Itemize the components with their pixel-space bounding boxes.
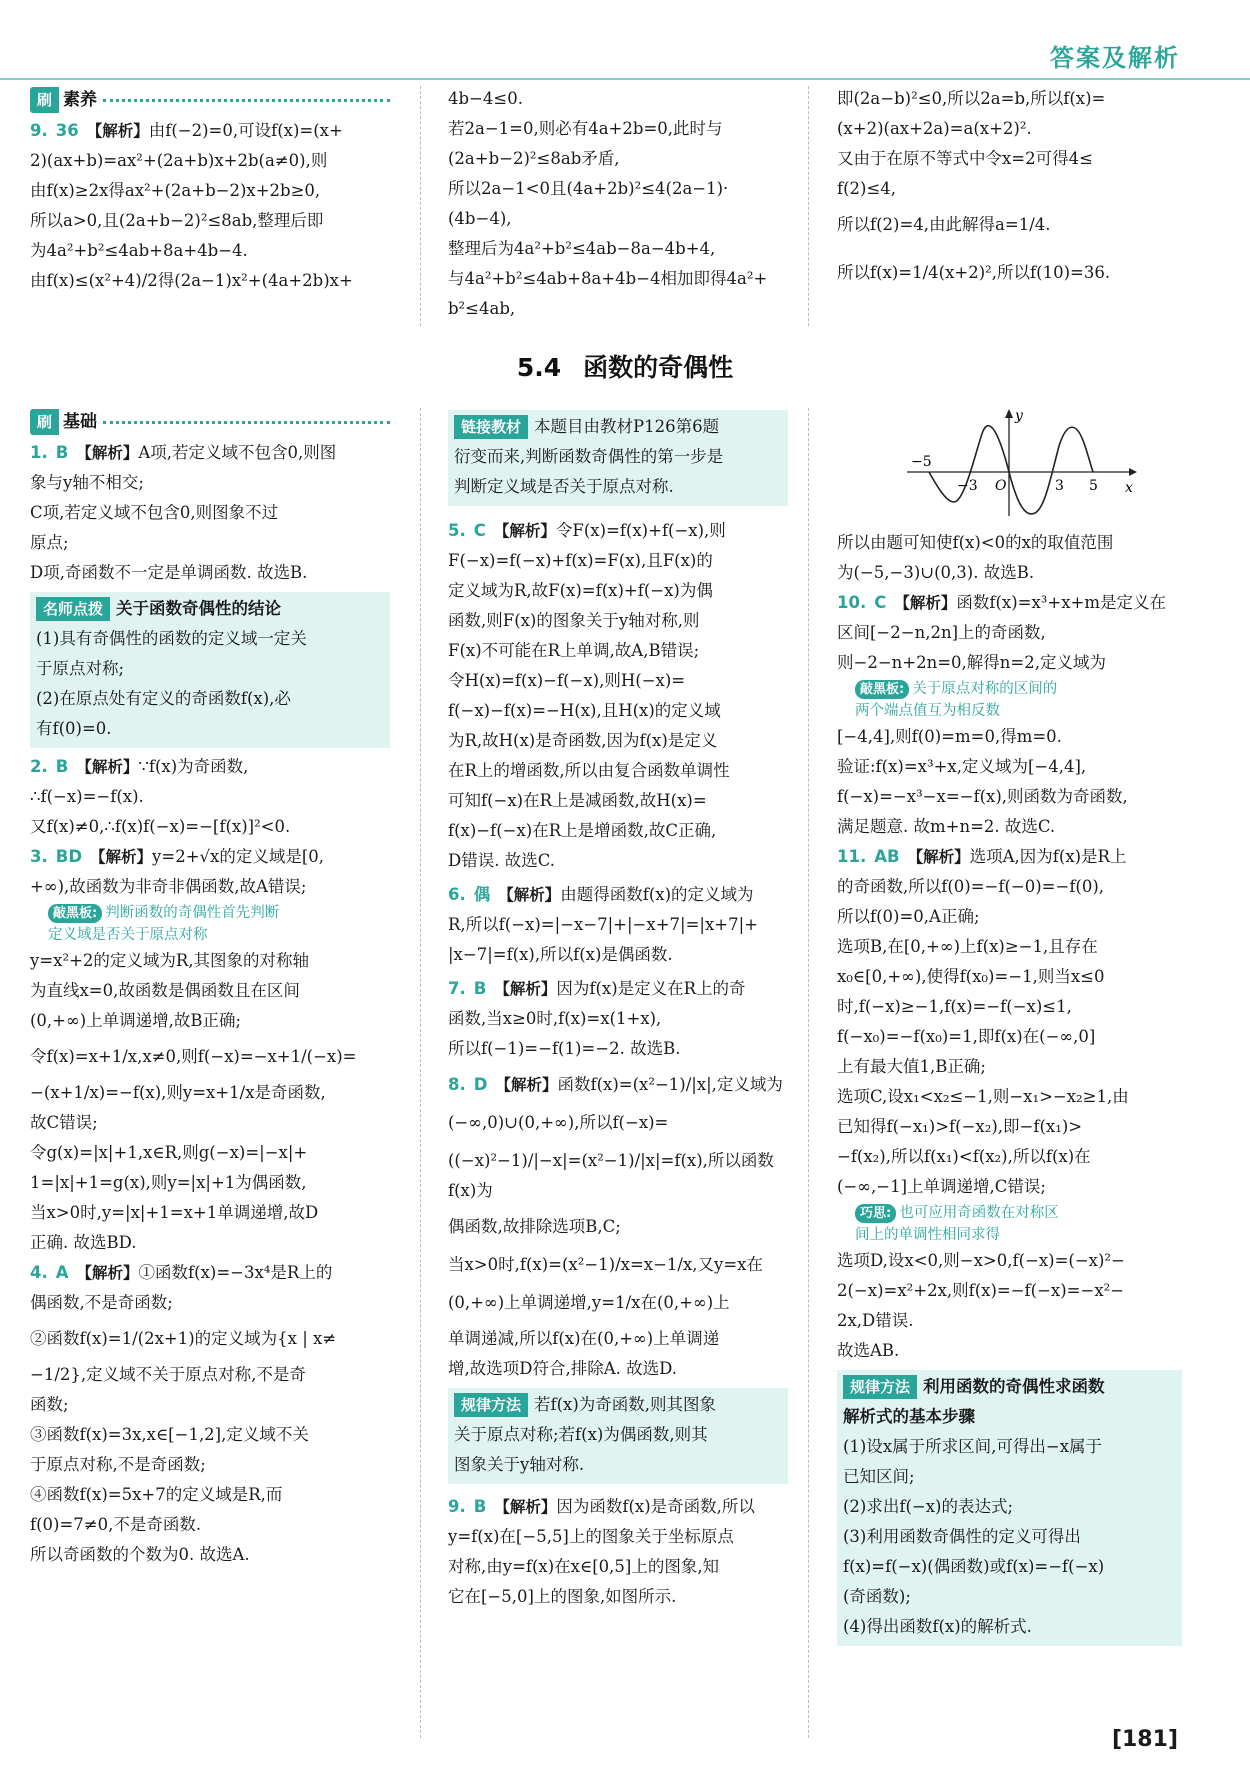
- note-text: 关于原点对称的区间的: [912, 681, 1058, 697]
- jiexi-label: 【解析】: [894, 594, 957, 612]
- line: (0,+∞)上单调递增,故B正确;: [30, 1011, 242, 1030]
- box-title: 利用函数的奇偶性求函数: [923, 1377, 1105, 1396]
- column-divider: [420, 86, 421, 326]
- line: (1)设x属于所求区间,可得出−x属于: [843, 1437, 1103, 1456]
- note-text: 间上的单调性相同求得: [855, 1227, 1000, 1243]
- page-number: [181]: [1111, 1727, 1178, 1752]
- col2-top: [448, 84, 788, 324]
- answer: D: [473, 1075, 488, 1094]
- answer: B: [473, 1497, 487, 1516]
- line: +∞),故函数为非奇非偶函数,故A错误;: [30, 877, 307, 896]
- box-tag: 链接教材: [454, 415, 528, 439]
- line: f(2)≤4,: [837, 179, 897, 198]
- section-title: [0, 348, 1250, 384]
- question-number: 11.: [837, 847, 867, 866]
- curve: [929, 426, 1093, 514]
- section-tag: 刷: [30, 87, 59, 113]
- section-head-suyang: [30, 84, 390, 116]
- line: ①函数f(x)=−3x⁴是R上的: [138, 1263, 333, 1282]
- line: 选项A,因为f(x)是R上: [969, 847, 1127, 866]
- line: (2)在原点处有定义的奇函数f(x),必: [36, 689, 291, 708]
- line: D项,奇函数不一定是单调函数. 故选B.: [30, 563, 308, 582]
- line: 与4a²+b²≤4ab+8a+4b−4相加即得4a²+: [448, 269, 768, 288]
- line: 函数,则F(x)的图象关于y轴对称,则: [448, 611, 700, 630]
- line: 于原点对称,不是奇函数;: [30, 1455, 206, 1474]
- line: 令H(x)=f(x)−f(−x),则H(−x)=: [448, 671, 686, 690]
- line: [−4,4],则f(0)=m=0,得m=0.: [837, 727, 1062, 746]
- line: −1/2},定义域不关于原点对称,不是奇: [30, 1365, 306, 1384]
- dotted-rule: [103, 99, 390, 102]
- note-pill: 敲黑板:: [48, 904, 102, 923]
- line: 所以f(2)=4,由此解得a=1/4.: [837, 215, 1051, 234]
- line: 判断定义域是否关于原点对称.: [454, 477, 674, 496]
- line: 定义域为R,故F(x)=f(x)+f(−x)为偶: [448, 581, 713, 600]
- answer: 36: [55, 121, 79, 140]
- line: 增,故选项D符合,排除A. 故选D.: [448, 1359, 678, 1378]
- line: −(x+1/x)=−f(x),则y=x+1/x是奇函数,: [30, 1083, 326, 1102]
- line: 为R,故H(x)是奇函数,因为f(x)是定义: [448, 731, 718, 750]
- q7: [448, 974, 788, 1004]
- line: 图象关于y轴对称.: [454, 1455, 585, 1474]
- note-pill: 敲黑板:: [855, 680, 909, 699]
- line: 所以奇函数的个数为0. 故选A.: [30, 1545, 250, 1564]
- question-number: 1.: [30, 443, 48, 462]
- answer: C: [473, 521, 486, 540]
- line: 所以f(−1)=−f(1)=−2. 故选B.: [448, 1039, 681, 1058]
- q2: [30, 752, 390, 782]
- line: F(x)不可能在R上单调,故A,B错误;: [448, 641, 700, 660]
- answer: C: [874, 593, 887, 612]
- note-pill: 巧思:: [855, 1204, 896, 1223]
- jiexi-label: 【解析】: [76, 1264, 139, 1282]
- jiexi-label: 【解析】: [498, 886, 561, 904]
- method-box: [837, 1370, 1182, 1646]
- line: 所以f(x)=1/4(x+2)²,所以f(10)=36.: [837, 263, 1111, 282]
- section-head-jichu: [30, 406, 390, 438]
- line: 于原点对称;: [36, 659, 125, 678]
- q1: [30, 438, 390, 468]
- line: b²≤4ab,: [448, 299, 516, 318]
- line: (x+2)(ax+2a)=a(x+2)².: [837, 119, 1032, 138]
- line: 由题得函数f(x)的定义域为: [560, 885, 754, 904]
- line: 2x,D错误.: [837, 1311, 914, 1330]
- question-number: 10.: [837, 593, 867, 612]
- line: 的奇函数,所以f(0)=−f(−0)=−f(0),: [837, 877, 1105, 896]
- y-label: y: [1015, 408, 1023, 424]
- x-axis-arrow: [1129, 468, 1137, 476]
- jiexi-label: 【解析】: [86, 122, 149, 140]
- jiexi-label: 【解析】: [907, 848, 970, 866]
- line: 2(−x)=x²+2x,则f(x)=−f(−x)=−x²−: [837, 1281, 1125, 1300]
- box-tag: 规律方法: [843, 1375, 917, 1399]
- line: 即(2a−b)²≤0,所以2a=b,所以f(x)=: [837, 89, 1106, 108]
- line: −f(x₂),所以f(x₁)<f(x₂),所以f(x)在: [837, 1147, 1091, 1166]
- line: 已知得f(−x₁)>f(−x₂),即−f(x₁)>: [837, 1117, 1083, 1136]
- line: ④函数f(x)=5x+7的定义域是R,而: [30, 1485, 283, 1504]
- line: f(−x)−f(x)=−H(x),且H(x)的定义域: [448, 701, 721, 720]
- question-number: 2.: [30, 757, 48, 776]
- line: 在R上的增函数,所以由复合函数单调性: [448, 761, 730, 780]
- line: D错误. 故选C.: [448, 851, 556, 870]
- tick-label: 3: [1055, 478, 1064, 494]
- jiexi-label: 【解析】: [495, 1076, 558, 1094]
- line: f(−x₀)=−f(x₀)=1,即f(x)在(−∞,0]: [837, 1027, 1096, 1046]
- line: (奇函数);: [843, 1587, 911, 1606]
- tick-label: −3: [957, 478, 978, 494]
- line: 本题目由教材P126第6题: [534, 417, 720, 436]
- line: ③函数f(x)=3x,x∈[−1,2],定义域不关: [30, 1425, 309, 1444]
- line: ∵f(x)为奇函数,: [138, 757, 249, 776]
- q5: [448, 516, 788, 546]
- jiexi-label: 【解析】: [76, 758, 139, 776]
- line: ∴f(−x)=−f(x).: [30, 787, 144, 806]
- note-text: 两个端点值互为相反数: [855, 703, 1000, 719]
- link-box: [448, 410, 788, 506]
- section-number: 5.4: [516, 353, 562, 382]
- line: (4b−4),: [448, 209, 512, 228]
- page-header-title: 答案及解析: [1050, 44, 1180, 72]
- note-text: 判断函数的奇偶性首先判断: [105, 905, 280, 921]
- line: ((−x)²−1)/|−x|=(x²−1)/|x|=f(x),所以函数f(x)为: [448, 1151, 774, 1200]
- line: 满足题意. 故m+n=2. 故选C.: [837, 817, 1056, 836]
- q3: [30, 842, 390, 872]
- note-text: 定义域是否关于原点对称: [48, 927, 208, 943]
- line: 为直线x=0,故函数是偶函数且在区间: [30, 981, 300, 1000]
- line: (4)得出函数f(x)的解析式.: [843, 1617, 1032, 1636]
- question-number: 9.: [448, 1497, 466, 1516]
- line: 已知区间;: [843, 1467, 915, 1486]
- jiexi-label: 【解析】: [494, 980, 557, 998]
- note-text: 也可应用奇函数在对称区: [899, 1205, 1059, 1221]
- q6: [448, 880, 788, 910]
- section-tag-title: 基础: [63, 412, 98, 432]
- box-tag: 规律方法: [454, 1393, 528, 1417]
- line: 当x>0时,f(x)=(x²−1)/x=x−1/x,又y=x在: [448, 1255, 763, 1274]
- line: 它在[−5,0]上的图象,如图所示.: [448, 1587, 677, 1606]
- line: y=2+√x的定义域是[0,: [152, 847, 325, 866]
- q10: [837, 588, 1182, 618]
- question-number: 4.: [30, 1263, 48, 1282]
- line: (0,+∞)上单调递增,y=1/x在(0,+∞)上: [448, 1293, 730, 1312]
- line: 有f(0)=0.: [36, 719, 112, 738]
- line: (2a+b−2)²≤8ab矛盾,: [448, 149, 620, 168]
- line: x₀∈[0,+∞),使得f(x₀)=−1,则当x≤0: [837, 967, 1105, 986]
- line: 关于原点对称;若f(x)为偶函数,则其: [454, 1425, 708, 1444]
- line: 令f(x)=x+1/x,x≠0,则f(−x)=−x+1/(−x)=: [30, 1047, 357, 1066]
- line: 衍变而来,判断函数奇偶性的第一步是: [454, 447, 724, 466]
- line: 整理后为4a²+b²≤4ab−8a−4b+4,: [448, 239, 716, 258]
- line: F(−x)=f(−x)+f(x)=F(x),且F(x)的: [448, 551, 713, 570]
- line: 选项C,设x₁<x₂≤−1,则−x₁>−x₂≥1,由: [837, 1087, 1129, 1106]
- q9-top: [30, 116, 390, 146]
- origin-label: O: [995, 478, 1007, 494]
- x-label: x: [1125, 480, 1133, 496]
- box-title: 关于函数奇偶性的结论: [116, 599, 282, 618]
- col3-main: [837, 406, 1182, 1650]
- line: 2)(ax+b)=ax²+(2a+b)x+2b(a≠0),则: [30, 151, 328, 170]
- section-tag: 刷: [30, 409, 59, 435]
- dotted-rule: [103, 421, 390, 424]
- line: 所以f(0)=0,A正确;: [837, 907, 980, 926]
- col1-top: [30, 84, 390, 296]
- box-title: 解析式的基本步骤: [843, 1407, 975, 1426]
- tick-label: −5: [911, 454, 932, 470]
- line: R,所以f(−x)=|−x−7|+|−x+7|=|x+7|+: [448, 915, 758, 934]
- line: 函数f(x)=(x²−1)/|x|,定义域为: [557, 1075, 783, 1094]
- line: C项,若定义域不包含0,则图象不过: [30, 503, 279, 522]
- answer: B: [473, 979, 487, 998]
- line: y=f(x)在[−5,5]上的图象关于坐标原点: [448, 1527, 734, 1546]
- col2-main: [448, 406, 788, 1612]
- tip-box: [30, 592, 390, 748]
- line: f(0)=7≠0,不是奇函数.: [30, 1515, 202, 1534]
- jiexi-label: 【解析】: [493, 522, 556, 540]
- col1-main: [30, 406, 390, 1570]
- line: 正确. 故选BD.: [30, 1233, 137, 1252]
- note-qiaoheiban: [837, 678, 1182, 722]
- line: 由f(x)≤(x²+4)/2得(2a−1)x²+(4a+2b)x+: [30, 271, 353, 290]
- answer: B: [55, 443, 69, 462]
- line: 区间[−2−n,2n]上的奇函数,: [837, 623, 1046, 642]
- line: 为4a²+b²≤4ab+8a+4b−4.: [30, 241, 248, 260]
- line: 由f(x)≥2x得ax²+(2a+b−2)x+2b≥0,: [30, 181, 321, 200]
- line: 象与y轴不相交;: [30, 473, 144, 492]
- line: 令F(x)=f(x)+f(−x),则: [555, 521, 726, 540]
- line: 则−2−n+2n=0,解得n=2,定义域为: [837, 653, 1106, 672]
- question-number: 7.: [448, 979, 466, 998]
- y-axis-arrow: [1005, 409, 1013, 418]
- line: 为(−5,−3)∪(0,3). 故选B.: [837, 563, 1035, 582]
- column-divider: [808, 408, 809, 1738]
- answer: A: [55, 1263, 69, 1282]
- line: 上有最大值1,B正确;: [837, 1057, 986, 1076]
- line: 选项D,设x<0,则−x>0,f(−x)=(−x)²−: [837, 1251, 1125, 1270]
- line: 时,f(−x)≥−1,f(x)=−f(−x)≤1,: [837, 997, 1072, 1016]
- note-qiaosi: [837, 1202, 1182, 1246]
- line: 所以2a−1<0且(4a+2b)²≤4(2a−1)·: [448, 179, 729, 198]
- line: 偶函数,不是奇函数;: [30, 1293, 173, 1312]
- section-title-text: 函数的奇偶性: [583, 353, 734, 382]
- line: 故选AB.: [837, 1341, 900, 1360]
- line: 4b−4≤0.: [448, 89, 523, 108]
- q4: [30, 1258, 390, 1288]
- line: A项,若定义域不包含0,则图: [138, 443, 337, 462]
- line: f(x)−f(−x)在R上是增函数,故C正确,: [448, 821, 717, 840]
- line: (−∞,0)∪(0,+∞),所以f(−x)=: [448, 1113, 669, 1132]
- q11: [837, 842, 1182, 872]
- line: 又由于在原不等式中令x=2可得4≤: [837, 149, 1093, 168]
- answer: AB: [874, 847, 900, 866]
- line: 令g(x)=|x|+1,x∈R,则g(−x)=|−x|+: [30, 1143, 308, 1162]
- header-rule: [0, 78, 1250, 80]
- tick-label: 5: [1089, 478, 1098, 494]
- answer: BD: [55, 847, 83, 866]
- section-tag-title: 素养: [63, 90, 98, 110]
- line: 若f(x)为奇函数,则其图象: [534, 1395, 717, 1414]
- line: 所以由题可知使f(x)<0的x的取值范围: [837, 533, 1114, 552]
- q8: [448, 1070, 788, 1100]
- line: (2)求出f(−x)的表达式;: [843, 1497, 1014, 1516]
- line: 所以a>0,且(2a+b−2)²≤8ab,整理后即: [30, 211, 324, 230]
- line: f(−x)=−x³−x=−f(x),则函数为奇函数,: [837, 787, 1128, 806]
- note-qiaoheiban: [30, 902, 390, 946]
- line: f(x)=f(−x)(偶函数)或f(x)=−f(−x): [843, 1557, 1105, 1576]
- line: ②函数f(x)=1/(2x+1)的定义域为{x | x≠: [30, 1329, 337, 1348]
- question-number: 9.: [30, 121, 48, 140]
- line: 当x>0时,y=|x|+1=x+1单调递增,故D: [30, 1203, 319, 1222]
- column-divider: [420, 408, 421, 1738]
- line: (−∞,−1]上单调递增,C错误;: [837, 1177, 1046, 1196]
- question-number: 3.: [30, 847, 48, 866]
- jiexi-label: 【解析】: [76, 444, 139, 462]
- line: 可知f(−x)在R上是减函数,故H(x)=: [448, 791, 707, 810]
- function-graph: [897, 406, 1137, 524]
- line: |x−7|=f(x),所以f(x)是偶函数.: [448, 945, 673, 964]
- box-tag: 名师点拨: [36, 597, 110, 621]
- line: 原点;: [30, 533, 69, 552]
- line: 因为f(x)是定义在R上的奇: [556, 979, 746, 998]
- line: y=x²+2的定义域为R,其图象的对称轴: [30, 951, 310, 970]
- line: 1=|x|+1=g(x),则y=|x|+1为偶函数,: [30, 1173, 307, 1192]
- line: (1)具有奇偶性的函数的定义域一定关: [36, 629, 307, 648]
- answer: B: [55, 757, 69, 776]
- line: 因为函数f(x)是奇函数,所以: [556, 1497, 755, 1516]
- line: 由f(−2)=0,可设f(x)=(x+: [148, 121, 343, 140]
- line: (3)利用函数奇偶性的定义可得出: [843, 1527, 1081, 1546]
- q9: [448, 1492, 788, 1522]
- answer: 偶: [473, 885, 491, 904]
- jiexi-label: 【解析】: [90, 848, 153, 866]
- question-number: 8.: [448, 1075, 466, 1094]
- jiexi-label: 【解析】: [494, 1498, 557, 1516]
- col3-top: [837, 84, 1182, 288]
- question-number: 5.: [448, 521, 466, 540]
- page-number-value: 181: [1122, 1727, 1168, 1752]
- line: 选项B,在[0,+∞)上f(x)≥−1,且存在: [837, 937, 1098, 956]
- line: 故C错误;: [30, 1113, 98, 1132]
- method-box: [448, 1388, 788, 1484]
- line: 函数,当x≥0时,f(x)=x(1+x),: [448, 1009, 662, 1028]
- line: 函数f(x)=x³+x+m是定义在: [956, 593, 1166, 612]
- line: 若2a−1=0,则必有4a+2b=0,此时与: [448, 119, 723, 138]
- question-number: 6.: [448, 885, 466, 904]
- line: 偶函数,故排除选项B,C;: [448, 1217, 621, 1236]
- line: 验证:f(x)=x³+x,定义域为[−4,4],: [837, 757, 1087, 776]
- line: 又f(x)≠0,∴f(x)f(−x)=−[f(x)]²<0.: [30, 817, 291, 836]
- line: 单调递减,所以f(x)在(0,+∞)上单调递: [448, 1329, 720, 1348]
- line: 函数;: [30, 1395, 69, 1414]
- line: 对称,由y=f(x)在x∈[0,5]上的图象,知: [448, 1557, 720, 1576]
- column-divider: [808, 86, 809, 326]
